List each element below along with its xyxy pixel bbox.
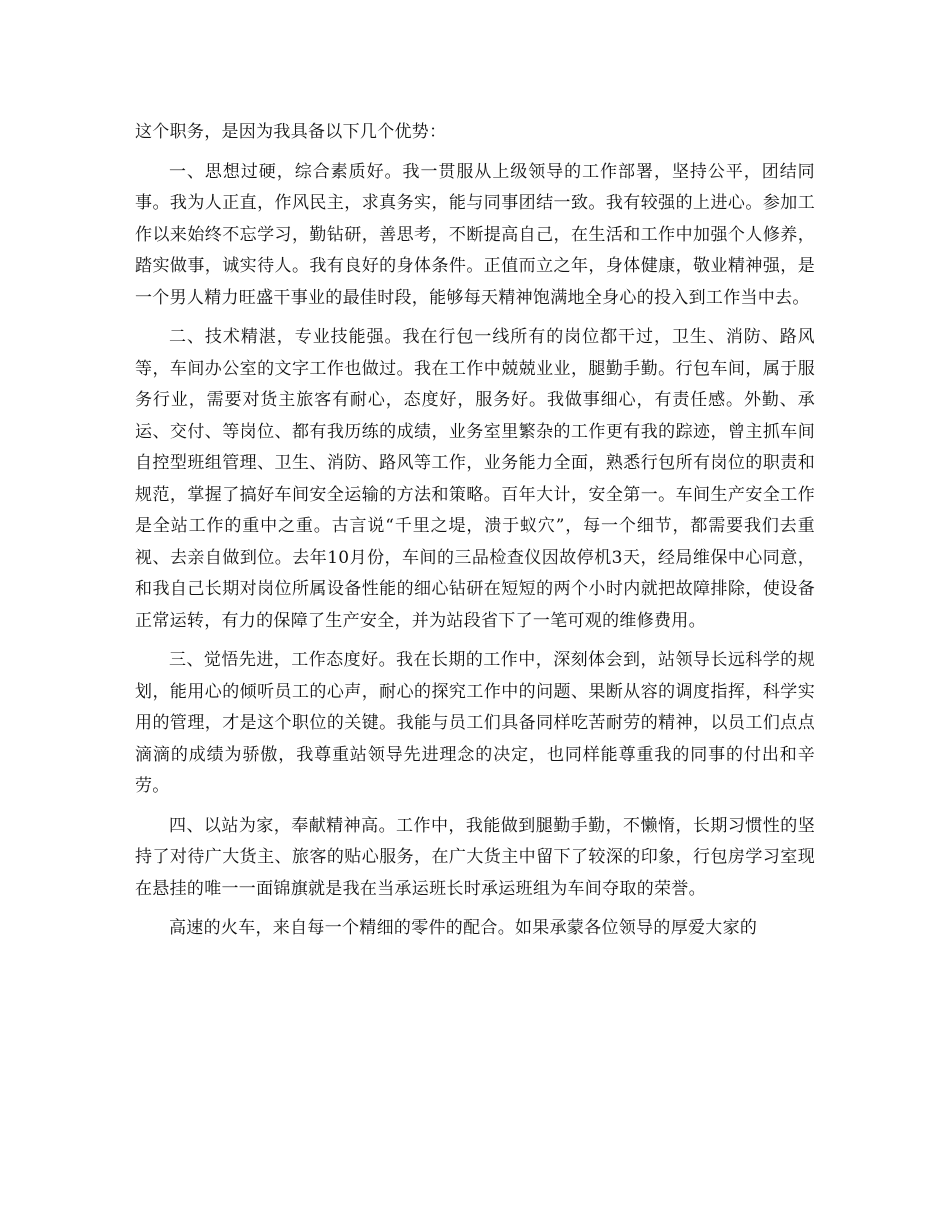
- paragraph-intro: 这个职务，是因为我具备以下几个优势：: [135, 122, 447, 142]
- paragraph-point-1: 一、思想过硬，综合素质好。我一贯服从上级领导的工作部署，坚持公平，团结同事。我为人正直，作风民主，求真务实，能与同事团结一致。我有较强的上进心。参加工作以来始终不忘学习，勤钻研，善思考，不断提高自己，在生活和工作中加强个人修养，踏实做事，诚实待人。我有良好的身体条件。正值而立之年，身体健康，敬业精神强，是一个男人精力旺盛干事业的最佳时段，能够每天精神饱满地全身心的投入到工作当中去。: [135, 161, 815, 308]
- paragraph-closing: 高速的火车，来自每一个精细的零件的配合。如果承蒙各位领导的厚爱大家的: [169, 918, 758, 938]
- paragraph-point-4: 四、以站为家，奉献精神高。工作中，我能做到腿勤手勤，不懒惰，长期习惯性的坚持了对待广大货主、旅客的贴心服务，在广大货主中留下了较深的印象，行包房学习室现在悬挂的唯一一面锦旗就是我在当承运班长时承运班组为车间夺取的荣誉。: [135, 815, 815, 899]
- paragraph-point-3: 三、觉悟先进，工作态度好。我在长期的工作中，深刻体会到，站领导长远科学的规划，能用心的倾听员工的心声，耐心的探究工作中的问题、果断从容的调度指挥，科学实用的管理，才是这个职位的关键。我能与员工们具备同样吃苦耐劳的精神，以员工们点点滴滴的成绩为骄傲，我尊重站领导先进理念的决定，也同样能尊重我的同事的付出和辛劳。: [135, 650, 815, 796]
- paragraph-point-2: 二、技术精湛，专业技能强。我在行包一线所有的岗位都干过，卫生、消防、路风等，车间办公室的文字工作也做过。我在工作中兢兢业业，腿勤手勤。行包车间，属于服务行业，需要对货主旅客有耐心，态度好，服务好。我做事细心，有责任感。外勤、承运、交付、等岗位、都有我历练的成绩，业务室里繁杂的工作更有我的踪迹，曾主抓车间自控型班组管理、卫生、消防、路风等工作，业务能力全面，熟悉行包所有岗位的职责和规范，掌握了搞好车间安全运输的方法和策略。百年大计，安全第一。车间生产安全工作是全站工作的重中之重。古言说“千里之堤，溃于蚁穴”，每一个细节，都需要我们去重视、去亲自做到位。去年10月份，车间的三品检查仪因故停机3天，经局维保中心同意，和我自己长期对岗位所属设备性能的细心钻研在短短的两个小时内就把故障排除，使设备正常运转，有力的保障了生产安全，并为站段省下了一笔可观的维修费用。: [135, 327, 815, 631]
- document-body: [135, 117, 815, 953]
